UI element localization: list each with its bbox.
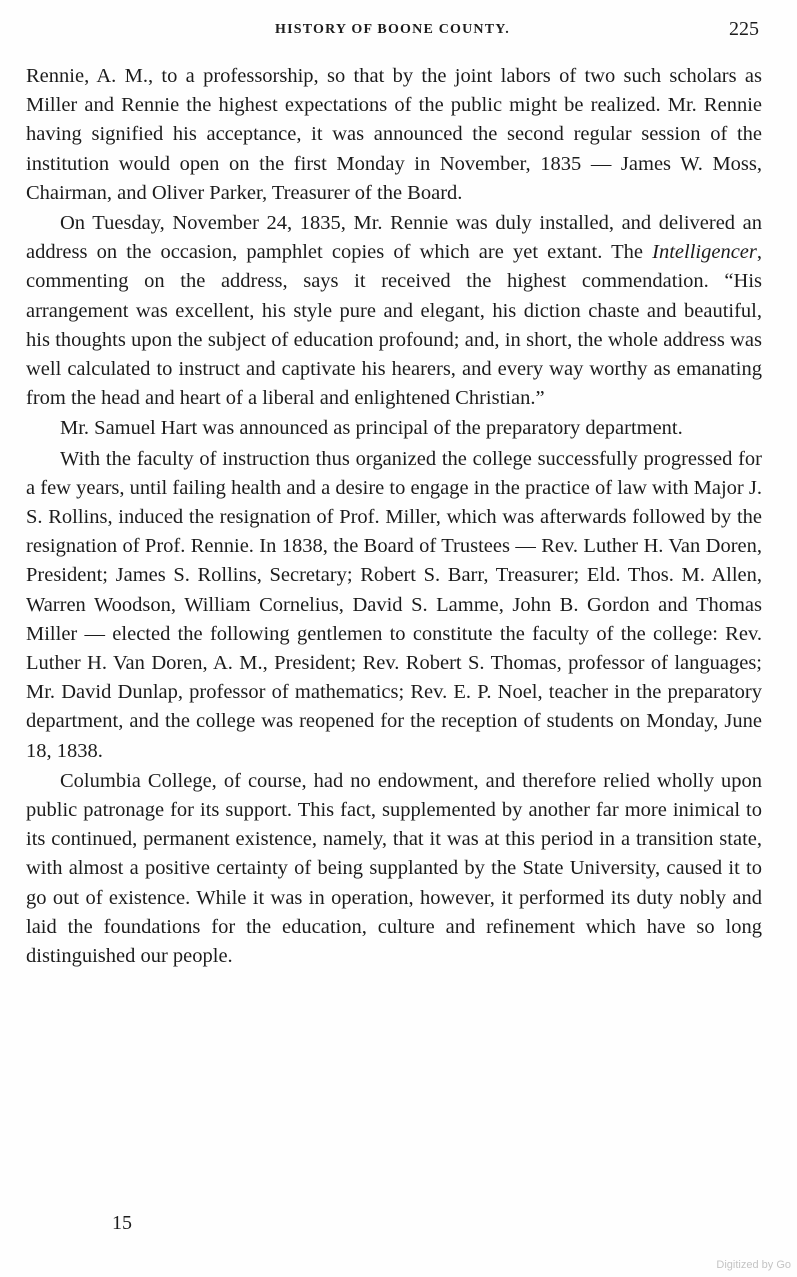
digitization-watermark: Digitized by Go — [716, 1259, 791, 1271]
paragraph-4: With the faculty of instruction thus organized the college successfully progressed for a few years, until failing health and a desire to engage in the practice of law with Major J. S. Rollins, induced the resignation of Prof. Miller, which was afterwards followed by the resignation of Prof. Rennie. In 1838, the Board of Trustees — Rev. Luther H. Van Doren, President; James S. Rollins, Secretary; Robert S. Barr, Treasurer; Eld. Thos. M. Allen, Warren Woodson, William Cornelius, David S. Lamme, John B. Gordon and Thomas Miller — elected the following gentlemen to constitute the faculty of the college: Rev. Luther H. Van Doren, A. M., President; Rev. Robert S. Thomas, professor of languages; Mr. David Dunlap, professor of mathematics; Rev. E. P. Noel, teacher in the preparatory department, and the college was reopened for the reception of students on Monday, June 18, 1838. — [26, 447, 762, 762]
paragraph-2 — [26, 209, 762, 413]
paragraph-5: Columbia College, of course, had no endowment, and therefore relied wholly upon public patronage for its support. This fact, supplemented by another far more inimical to its continued, permanent existence, namely, that it was at this period in a transition state, with almost a positive certainty of being supplanted by the State University, caused it to go out of existence. While it was in operation, however, it performed its duty nobly and laid the foundations for the education, culture and refinement which have so long distinguished our people. — [26, 769, 762, 968]
paragraph-1: Rennie, A. M., to a professorship, so that by the joint labors of two such scholars as Miller and Rennie the highest expectations of the public might be realized. Mr. Rennie having signified his acceptance, it was announced the second regular session of the institution would open on the first Monday in November, 1835 — James W. Moss, Chairman, and Oliver Parker, Treasurer of the Board. — [26, 65, 762, 204]
running-head — [26, 18, 759, 44]
paragraph-3: Mr. Samuel Hart was announced as principal of the preparatory department. — [60, 417, 683, 440]
running-title: HISTORY OF BOONE COUNTY. — [275, 22, 510, 37]
newspaper-title: Intelligencer — [652, 241, 757, 264]
signature-mark: 15 — [112, 1212, 132, 1234]
paragraph-2-text-end: , commenting on the address, says it received the highest commendation. “His arrangement was excellent, his style pure and elegant, his diction chaste and beautiful, his thoughts upon the subject of education profound; and, in short, the whole address was well calculated to instruct and captivate his hearers, and every way worthy as emanating from the head and heart of a liberal and enlightened Christian.” — [26, 241, 762, 410]
page-number: 225 — [729, 18, 759, 40]
body-text — [26, 62, 762, 971]
paragraph-2-text-start: On Tuesday, November 24, 1835, Mr. Rennie was duly installed, and delivered an address on the occasion, pamphlet copies of which are yet extant. The — [26, 212, 762, 264]
